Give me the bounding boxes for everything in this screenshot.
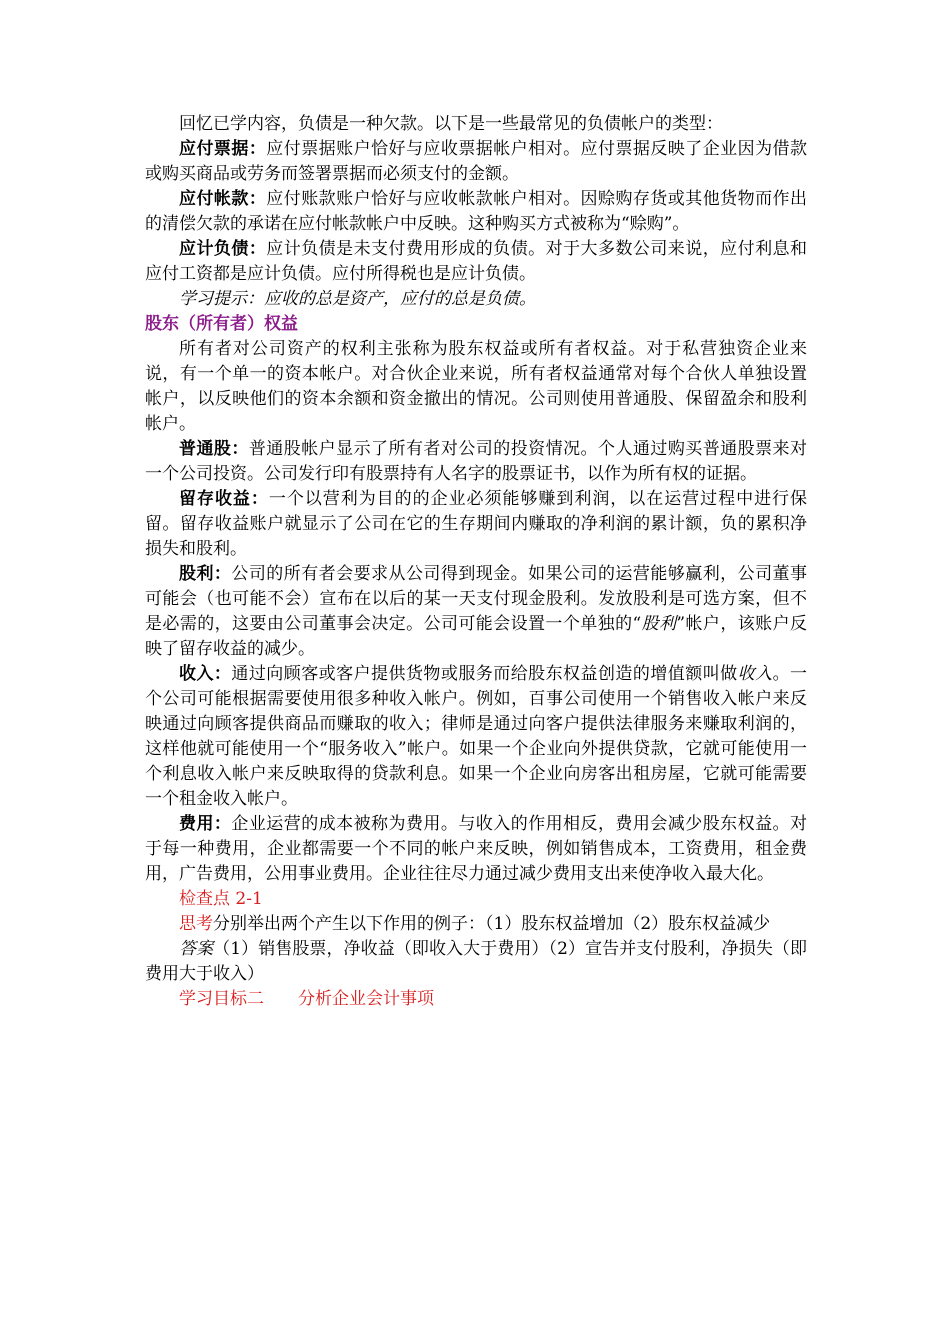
dividends-term: 股利： <box>179 564 232 584</box>
revenue-paragraph <box>145 662 807 812</box>
learning-objective <box>145 987 807 1012</box>
answer-paragraph <box>145 937 807 987</box>
dividends-text-a: 公司的所有者会要求从公司得到现金。如果公司的运营能够赢利，公司董事可能会（也可能不会）宣布在以后的某一天支付现金股利。发放股利是可选方案，但不是必需的，这要由公司董事会决定。公司可能会设置一个单独的“ <box>145 564 808 634</box>
revenue-text-a: 通过向顾客或客户提供货物或服务而给股东权益创造的增值额叫做 <box>231 664 738 684</box>
checkpoint-label: 检查点 2-1 <box>179 889 263 909</box>
accounts-payable-term: 应付帐款： <box>179 189 267 209</box>
section-heading-equity: 股东（所有者）权益 <box>145 314 298 334</box>
dividends-paragraph <box>145 562 807 662</box>
dividends-text-b: ”帐户，该账户反映了留存收益的减少。 <box>145 614 807 659</box>
think-label: 思考 <box>179 914 213 934</box>
retained-earnings-term: 留存收益： <box>179 489 269 509</box>
common-stock-paragraph <box>145 437 807 487</box>
accounts-payable-paragraph <box>145 187 807 237</box>
notes-payable-text: 应付票据账户恰好与应收票据帐户相对。应付票据反映了企业因为借款或购买商品或劳务而签署票据而必须支付的金额。 <box>145 139 808 184</box>
answer-label: 答案 <box>179 939 214 959</box>
revenue-term: 收入： <box>179 664 232 684</box>
liabilities-intro: 回忆已学内容，负债是一种欠款。以下是一些最常见的负债帐户的类型： <box>179 114 723 134</box>
common-stock-text: 普通股帐户显示了所有者对公司的投资情况。个人通过购买普通股票来对一个公司投资。公司发行印有股票持有人名字的股票证书，以作为所有权的证据。 <box>145 439 808 484</box>
expense-text: 企业运营的成本被称为费用。与收入的作用相反，费用会减少股东权益。对于每一种费用，企业都需要一个不同的帐户来反映，例如销售成本，工资费用，租金费用，广告费用，公用事业费用。企业往往尽力通过减少费用支出来使净收入最大化。 <box>145 814 808 884</box>
objective-text: 分析企业会计事项 <box>298 989 434 1009</box>
expense-term: 费用： <box>179 814 232 834</box>
retained-earnings-paragraph <box>145 487 807 562</box>
equity-intro: 所有者对公司资产的权利主张称为股东权益或所有者权益。对于私营独资企业来说，有一个单一的资本帐户。对合伙企业来说，所有者权益通常对每个合伙人单独设置帐户，以反映他们的资本余额和资金撤出的情况。公司则使用普通股、保留盈余和股利帐户。 <box>145 339 807 434</box>
retained-earnings-text: 一个以营利为目的的企业必须能够赚到利润，以在运营过程中进行保留。留存收益账户就显示了公司在它的生存期间内赚取的净利润的累计额，负的累积净损失和股利。 <box>145 489 808 559</box>
revenue-italic: 收入 <box>737 664 773 684</box>
notes-payable-term: 应付票据： <box>179 139 267 159</box>
think-question <box>145 912 807 937</box>
accrued-liabilities-term: 应计负债： <box>179 239 267 259</box>
accounts-payable-text: 应付账款账户恰好与应收帐款帐户相对。因赊购存货或其他货物而作出的清偿欠款的承诺在应付帐款帐户中反映。这种购买方式被称为“赊购”。 <box>145 189 808 234</box>
notes-payable-paragraph <box>145 137 807 187</box>
revenue-text-b: 。一个公司可能根据需要使用很多种收入帐户。例如，百事公司使用一个销售收入帐户来反映通过向顾客提供商品而赚取的收入；律师是通过向客户提供法律服务来赚取利润的，这样他就可能使用一个“服务收入”帐户。如果一个企业向外提供贷款，它就可能使用一个利息收入帐户来反映取得的贷款利息。如果一个企业向房客出租房屋，它就可能需要一个租金收入帐户。 <box>145 664 808 809</box>
study-tip: 学习提示：应收的总是资产，应付的总是负债。 <box>179 289 536 309</box>
accrued-liabilities-paragraph <box>145 237 807 287</box>
accrued-liabilities-text: 应计负债是未支付费用形成的负债。对于大多数公司来说，应付利息和应付工资都是应计负债。应付所得税也是应计负债。 <box>145 239 808 284</box>
document-body <box>145 112 807 1012</box>
common-stock-term: 普通股： <box>179 439 249 459</box>
dividends-italic: 股利 <box>641 614 677 634</box>
answer-text: （1）销售股票，净收益（即收入大于费用）（2）宣告并支付股利，净损失（即费用大于收入） <box>145 939 807 984</box>
objective-label: 学习目标二 <box>179 989 264 1009</box>
think-text: 分别举出两个产生以下作用的例子：（1）股东权益增加（2）股东权益减少 <box>213 914 771 934</box>
expense-paragraph <box>145 812 807 887</box>
